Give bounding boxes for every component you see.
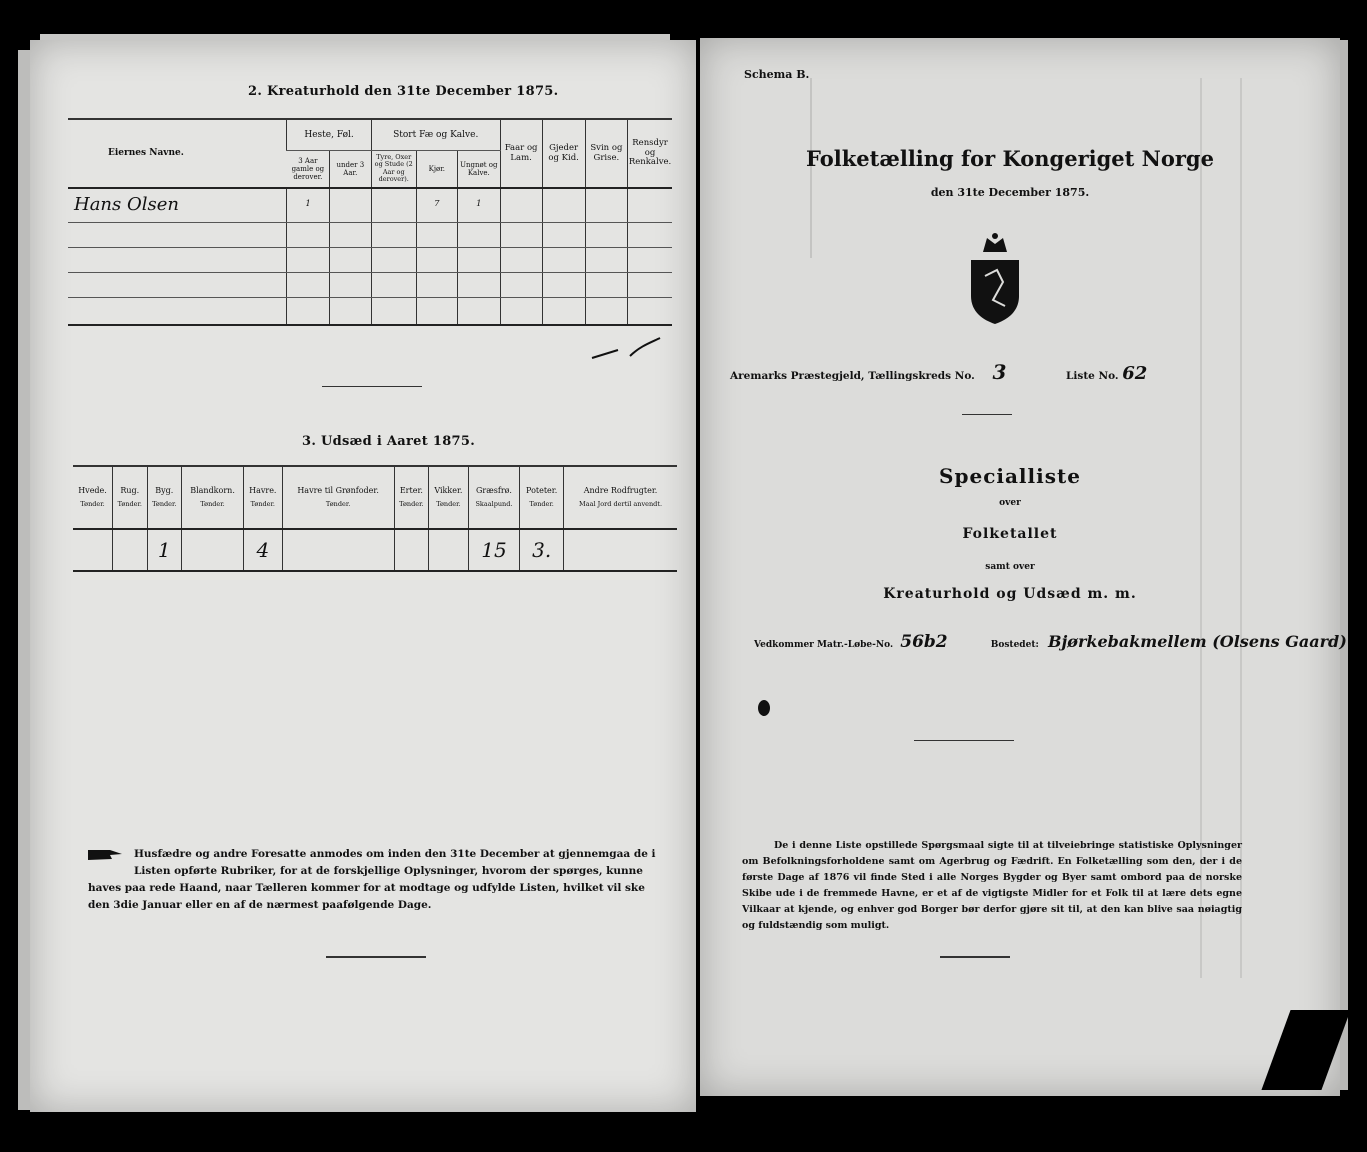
over-label: over [999, 498, 1021, 508]
section2-title: 2. Kreaturhold den 31te December 1875. [248, 84, 559, 99]
district-line [730, 360, 1330, 384]
sowing-header-cell [182, 467, 244, 529]
population-title: Folketallet [962, 526, 1058, 542]
coat-of-arms-icon [963, 230, 1027, 326]
sowing-value-cell [429, 529, 469, 571]
sowing-column-name: Vikker. [434, 486, 463, 496]
sowing-header-cell [394, 467, 428, 529]
empty-cell [585, 188, 628, 222]
sowing-value-cell: 3. [520, 529, 564, 571]
empty-cell [500, 188, 542, 222]
empty-cell [371, 188, 416, 222]
section3-title: 3. Udsæd i Aaret 1875. [302, 434, 476, 449]
circuit-number: 3 [992, 360, 1007, 384]
table-row [68, 272, 672, 297]
horses-3yr-cell: 1 [287, 188, 330, 222]
sowing-column-name: Græsfrø. [476, 486, 512, 496]
special-list-title: Specialliste [939, 464, 1081, 488]
footer-rule [940, 956, 1010, 958]
sowing-value-cell: 4 [244, 529, 283, 571]
table-row [68, 247, 672, 272]
sowing-column-unit: Tønder. [200, 500, 225, 509]
sheep-header: Faar og Lam. [500, 120, 542, 188]
sowing-column-name: Byg. [155, 486, 174, 496]
sowing-column-name: Erter. [399, 486, 423, 496]
property-line [754, 632, 1347, 652]
divider-rule [322, 386, 422, 387]
table-row [68, 297, 672, 325]
sowing-value-cell [564, 529, 677, 571]
livestock-title: Kreaturhold og Udsæd m. m. [883, 586, 1137, 602]
owner-name-header: Eiernes Navne. [68, 120, 287, 188]
owner-name-cell: Hans Olsen [68, 188, 287, 222]
sowing-column-name: Poteter. [526, 486, 558, 496]
ink-blot [758, 700, 770, 716]
empty-cell [542, 188, 585, 222]
sowing-column-name: Blandkorn. [190, 486, 235, 496]
sowing-header-cell [520, 467, 564, 529]
circuit-label: Tællingskreds No. [868, 370, 975, 382]
cows-header: Kjør. [416, 150, 457, 188]
sowing-column-unit: Maal Jord dertil anvendt. [579, 500, 663, 509]
notice-text: Husfædre og andre Foresatte anmodes om inden den 31te December at gjennemgaa de i Listen opførte Rubriker, for at de forskjellige Oplysninger, hvorom der spørges, kunne haves paa rede Haand, naar Tælleren kommer for at modtage og udfylde Listen, hvilket vil ske den 3die Januar eller en af de nærmest paafølgende Dage. [88, 848, 656, 911]
sowing-column-unit: Tønder. [436, 500, 461, 509]
empty-cell [628, 188, 672, 222]
livestock-table [68, 120, 672, 326]
property-number-label: Vedkommer Matr.-Løbe-No. [754, 640, 894, 650]
sowing-column-name: Hvede. [78, 486, 107, 496]
sowing-column-unit: Tønder. [529, 500, 554, 509]
left-page [30, 40, 696, 1112]
residence-value: Bjørkebakmellem (Olsens Gaard) [1047, 632, 1347, 651]
goats-header: Gjeder og Kid. [542, 120, 585, 188]
sowing-column-name: Havre til Grønfoder. [297, 486, 379, 496]
calves-cell: 1 [457, 188, 500, 222]
sowing-column-unit: Tønder. [152, 500, 177, 509]
divider-rule [914, 740, 1014, 741]
pigs-header: Svin og Grise. [585, 120, 628, 188]
bulls-header: Tyre, Oxer og Stude (2 Aar og derover). [371, 150, 416, 188]
also-over-label: samt over [985, 562, 1035, 572]
sowing-column-unit: Tønder. [250, 500, 275, 509]
census-date: den 31te December 1875. [930, 186, 1090, 199]
sowing-column-name: Rug. [120, 486, 140, 496]
sowing-header-cell [147, 467, 181, 529]
cattle-header: Stort Fæ og Kalve. [371, 120, 500, 150]
sowing-column-unit: Tønder. [399, 500, 424, 509]
property-number-value: 56b2 [900, 632, 948, 652]
list-number: 62 [1122, 363, 1148, 384]
table-row [68, 222, 672, 247]
sowing-header-cell [468, 467, 520, 529]
horses-header: Heste, Føl. [287, 120, 371, 150]
sowing-header-cell [113, 467, 147, 529]
sowing-value-cell: 15 [468, 529, 520, 571]
intro-paragraph: De i denne Liste opstillede Spørgsmaal sigte til at tilveiebringe statistiske Oplysninger om Befolkningsforholdene samt om Agerbrug og Fædrift. En Folketælling som den, der i de første Dage af 1876 vil finde Sted i alle Norges Bygder og Byer samt ombord paa de norske Skibe ude i de fremmede Havne, er et af de vigtigste Midler for et Folk til at lære dets egne Vilkaar at kjende, og enhver god Borger bør derfor gjøre sit til, at den kan blive saa nøiagtig og fuldstændig som muligt. [742, 840, 1242, 931]
sowing-column-name: Havre. [249, 486, 277, 496]
parish-name: Aremarks [730, 370, 787, 382]
sowing-value-cell: 1 [147, 529, 181, 571]
sowing-header-cell [73, 467, 113, 529]
reindeer-header: Rensdyr og Renkalve. [628, 120, 672, 188]
sowing-column-name: Andre Rodfrugter. [583, 486, 658, 496]
footer-rule [326, 956, 426, 958]
sowing-column-unit: Tønder. [80, 500, 105, 509]
right-page [700, 38, 1347, 1096]
sowing-column-unit: Tønder. [325, 500, 351, 509]
cows-cell: 7 [416, 188, 457, 222]
sowing-header-cell [282, 467, 394, 529]
calves-header: Ungnøt og Kalve. [457, 150, 500, 188]
pen-stroke-mark [590, 336, 670, 366]
sowing-value-cell [282, 529, 394, 571]
sowing-value-cell [113, 529, 147, 571]
sowing-column-unit: Skaalpund. [475, 500, 513, 509]
residence-label: Bostedet: [990, 640, 1039, 650]
sowing-value-cell [394, 529, 428, 571]
page-title: Folketælling for Kongeriget Norge [806, 146, 1214, 171]
sowing-value-cell [73, 529, 113, 571]
sowing-header-cell [429, 467, 469, 529]
sowing-table [73, 467, 677, 572]
empty-cell [329, 188, 371, 222]
horses-under3-header: under 3 Aar. [329, 150, 371, 188]
sowing-column-unit: Tønder. [117, 500, 142, 509]
list-label: Liste No. [1066, 370, 1119, 382]
parish-label: Præstegjeld, [790, 370, 865, 382]
sowing-value-cell [182, 529, 244, 571]
sowing-header-cell [244, 467, 283, 529]
table-row [68, 188, 672, 222]
sowing-header-cell [564, 467, 677, 529]
schema-label: Schema B. [744, 68, 810, 81]
horses-3yr-header: 3 Aar gamle og derover. [287, 150, 330, 188]
divider-rule [962, 414, 1012, 415]
pointing-hand-icon [88, 846, 128, 864]
notice [88, 846, 658, 914]
